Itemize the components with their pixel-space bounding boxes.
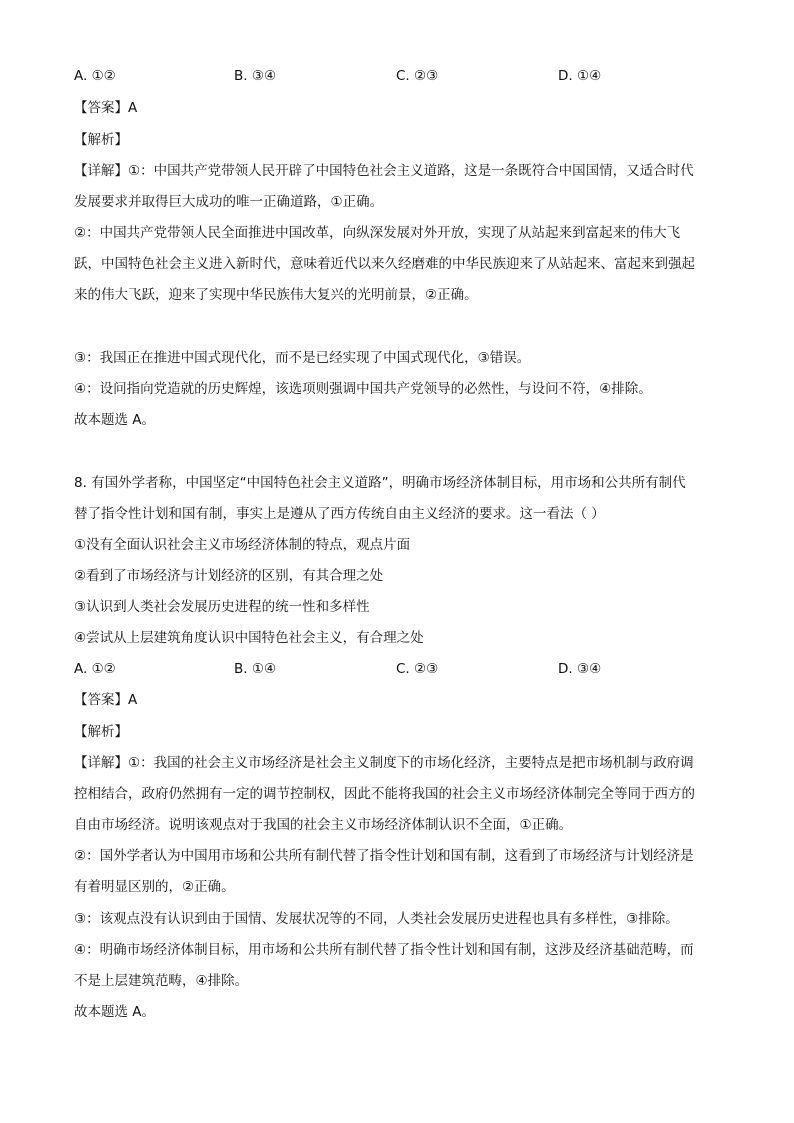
q8-detail-line: 控相结合，政府仍然拥有一定的调节控制权，因此不能将我国的社会主义市场经济体制完全等同于西方的	[74, 786, 695, 802]
q8-detail-line: 不是上层建筑范畴，④排除。	[74, 973, 249, 989]
option-b: B. ③④	[234, 68, 277, 84]
q8-detail-line: ④：明确市场经济体制目标，用市场和公共所有制代替了指令性计划和国有制，这涉及经济基础范畴，而	[74, 942, 694, 958]
q7-detail-line: 跃，中国特色社会主义进入新时代，意味着近代以来久经磨难的中华民族迎来了从站起来、富起来到强起	[74, 256, 695, 272]
option-b: B. ①④	[234, 661, 277, 677]
q8-statement: ②看到了市场经济与计划经济的区别，有其合理之处	[74, 568, 384, 584]
q7-detail-line: 【详解】①：中国共产党带领人民开辟了中国特色社会主义道路，这是一条既符合中国国情，又适合时代	[74, 163, 694, 179]
q7-detail-line: 来的伟大飞跃，迎来了实现中华民族伟大复兴的光明前景，②正确。	[74, 287, 478, 303]
q8-answer: 【答案】A	[74, 692, 138, 708]
option-c: C. ②③	[396, 68, 439, 84]
q8-stem-line: 替了指令性计划和国有制，事实上是遵从了西方传统自由主义经济的要求。这一看法（ ）	[74, 506, 605, 522]
q8-detail-line: ②：国外学者认为中国用市场和公共所有制代替了指令性计划和国有制，这看到了市场经济与计划经济是	[74, 848, 694, 864]
q7-answer: 【答案】A	[74, 100, 138, 116]
option-a: A. ①②	[74, 661, 116, 677]
q7-detail-line: ③：我国正在推进中国式现代化，而不是已经实现了中国式现代化，③错误。	[74, 350, 531, 366]
q7-options	[74, 66, 724, 86]
q7-detail-line: ②：中国共产党带领人民全面推进中国改革，向纵深发展对外开放，实现了从站起来到富起来的伟大飞	[74, 225, 681, 241]
option-d: D. ①④	[558, 68, 602, 84]
q7-conclusion: 故本题选 A。	[74, 412, 156, 428]
q8-analysis-heading: 【解析】	[74, 724, 128, 740]
q8-detail-line: 【详解】①：我国的社会主义市场经济是社会主义制度下的市场化经济，主要特点是把市场机制与政府调	[74, 755, 694, 771]
option-c: C. ②③	[396, 661, 439, 677]
q8-detail-line: 有着明显区别的，②正确。	[74, 879, 235, 895]
q7-detail-line: 发展要求并取得巨大成功的唯一正确道路，①正确。	[74, 194, 384, 210]
q8-stem-line: 8. 有国外学者称，中国坚定“中国特色社会主义道路”，明确市场经济体制目标，用市场和公共所有制代	[74, 475, 686, 491]
q8-detail-line: ③：该观点没有认识到由于国情、发展状况等的不同，人类社会发展历史进程也具有多样性，③排除。	[74, 911, 679, 927]
q7-detail-line: ④：设问指向党造就的历史辉煌，该选项则强调中国共产党领导的必然性，与设问不符，④排除。	[74, 381, 652, 397]
q7-analysis-heading: 【解析】	[74, 132, 128, 148]
q8-statement: ①没有全面认识社会主义市场经济体制的特点，观点片面	[74, 537, 411, 553]
q8-statement: ③认识到人类社会发展历史进程的统一性和多样性	[74, 599, 370, 615]
option-a: A. ①②	[74, 68, 116, 84]
option-d: D. ③④	[558, 661, 602, 677]
q8-statement: ④尝试从上层建筑角度认识中国特色社会主义，有合理之处	[74, 630, 424, 646]
q8-detail-line: 自由市场经济。说明该观点对于我国的社会主义市场经济体制认识不全面，①正确。	[74, 817, 573, 833]
q8-conclusion: 故本题选 A。	[74, 1004, 156, 1020]
q8-options	[74, 659, 724, 679]
